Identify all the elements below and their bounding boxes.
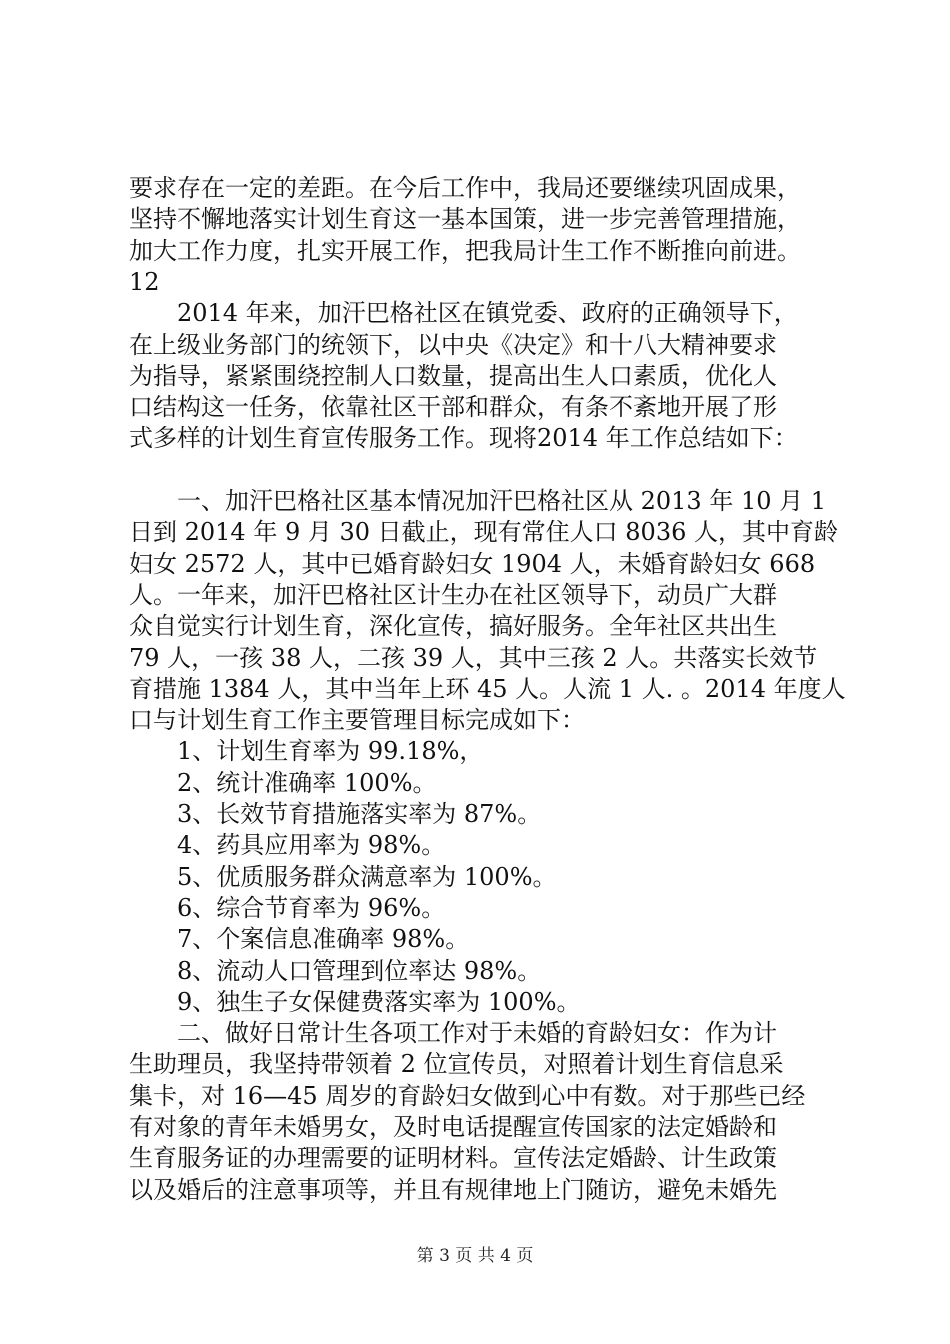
- text-line: 79 人，一孩 38 人，二孩 39 人，其中三孩 2 人。共落实长效节: [129, 643, 818, 672]
- section-heading-1: 一、加汗巴格社区基本情况加汗巴格社区从 2013 年 10 月 1: [129, 487, 827, 515]
- text-line: 有对象的青年未婚男女，及时电话提醒宣传国家的法定婚龄和: [129, 1113, 777, 1141]
- paragraph-start: 2014 年来，加汗巴格社区在镇党委、政府的正确领导下，: [129, 299, 798, 328]
- text-line: 口与计划生育工作主要管理目标完成如下：: [129, 706, 585, 735]
- list-item: 2、统计准确率 100%。: [129, 768, 437, 797]
- text-line: 日到 2014 年 9 月 30 日截止，现有常住人口 8036 人，其中育龄: [129, 518, 838, 547]
- list-item: 3、长效节育措施落实率为 87%。: [129, 800, 542, 828]
- text-line: 在上级业务部门的统领下，以中央《决定》和十八大精神要求: [129, 330, 777, 359]
- list-item: 4、药具应用率为 98%。: [129, 831, 446, 860]
- text-line: 众自觉实行计划生育，深化宣传，搞好服务。全年社区共出生: [129, 612, 777, 641]
- list-item: 9、独生子女保健费落实率为 100%。: [129, 987, 581, 1016]
- text-line: 要求存在一定的差距。在今后工作中，我局还要继续巩固成果，: [129, 174, 801, 202]
- text-line: 坚持不懈地落实计划生育这一基本国策，进一步完善管理措施，: [129, 205, 801, 234]
- text-line: 人。一年来，加汗巴格社区计生办在社区领导下，动员广大群: [129, 580, 777, 609]
- text-line: 妇女 2572 人，其中已婚育龄妇女 1904 人，未婚育龄妇女 668: [129, 549, 816, 578]
- text-line: 育措施 1384 人，其中当年上环 45 人。人流 1 人. 。2014 年度人: [129, 674, 846, 703]
- page-footer: 第 3 页 共 4 页: [416, 1246, 534, 1266]
- text-line: 为指导，紧紧围绕控制人口数量，提高出生人口素质，优化人: [129, 361, 777, 390]
- text-line: 生助理员，我坚持带领着 2 位宣传员，对照着计划生育信息采: [129, 1050, 784, 1079]
- list-item: 1、计划生育率为 99.18%，: [129, 737, 484, 766]
- section-heading-2: 二、做好日常计生各项工作对于未婚的育龄妇女：作为计: [129, 1019, 777, 1048]
- list-item: 5、优质服务群众满意率为 100%。: [129, 862, 557, 891]
- text-line: 集卡，对 16—45 周岁的育龄妇女做到心中有数。对于那些已经: [129, 1081, 806, 1110]
- list-item: 7、个案信息准确率 98%。: [129, 925, 470, 954]
- text-line: 生育服务证的办理需要的证明材料。宣传法定婚龄、计生政策: [129, 1144, 777, 1173]
- text-line: 12: [129, 267, 160, 296]
- text-line: 以及婚后的注意事项等，并且有规律地上门随访，避免未婚先: [129, 1175, 777, 1204]
- text-line: 式多样的计划生育宣传服务工作。现将2014 年工作总结如下：: [129, 424, 798, 453]
- list-item: 8、流动人口管理到位率达 98%。: [129, 956, 542, 985]
- list-item: 6、综合节育率为 96%。: [129, 893, 446, 922]
- text-line: 加大工作力度，扎实开展工作，把我局计生工作不断推向前进。: [129, 236, 801, 265]
- text-line: 口结构这一任务，依靠社区干部和群众，有条不紊地开展了形: [129, 393, 777, 422]
